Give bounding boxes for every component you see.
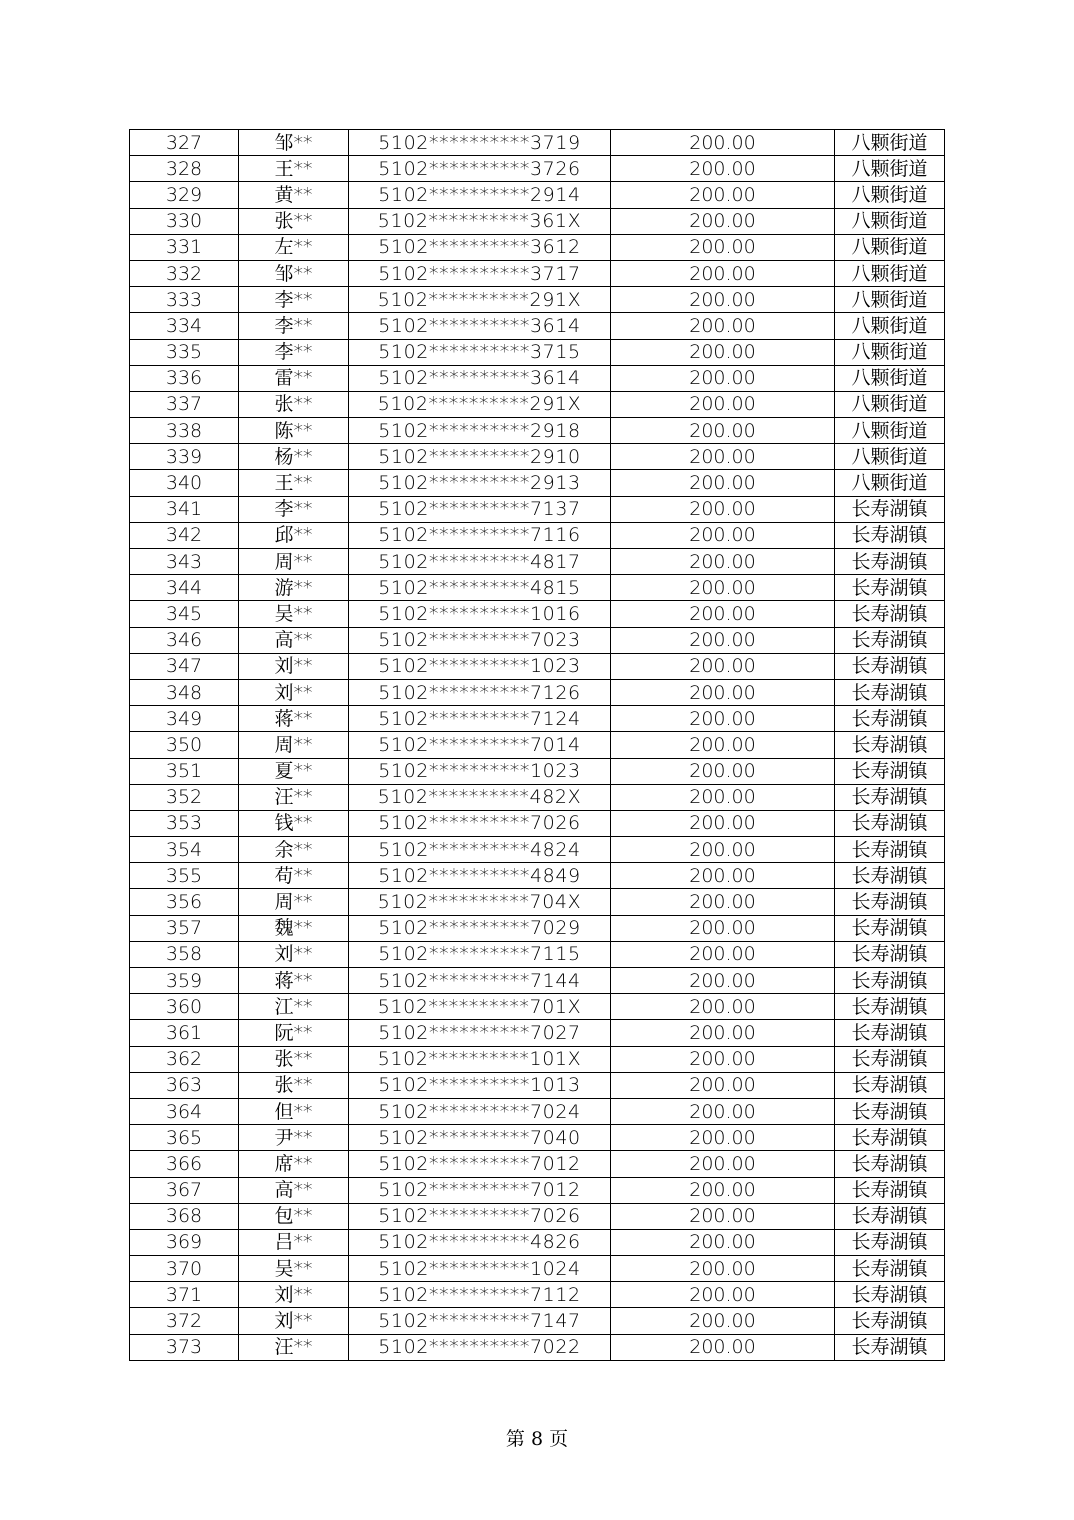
table-row (130, 758, 945, 784)
amount-cell: 200.00 (611, 1256, 835, 1282)
table-row (130, 1229, 945, 1255)
row-number-cell: 353 (130, 810, 239, 836)
id-number-cell: 5102**********4815 (349, 575, 611, 601)
row-number-cell: 333 (130, 287, 239, 313)
area-cell: 八颗街道 (835, 339, 945, 365)
table-row (130, 601, 945, 627)
row-number-cell: 349 (130, 706, 239, 732)
name-cell: 蒋** (239, 968, 349, 994)
area-cell: 长寿湖镇 (835, 1203, 945, 1229)
id-number-cell: 5102**********7144 (349, 968, 611, 994)
name-cell: 邹** (239, 130, 349, 156)
row-number-cell: 354 (130, 837, 239, 863)
name-cell: 吕** (239, 1229, 349, 1255)
name-cell: 高** (239, 1177, 349, 1203)
row-number-cell: 331 (130, 234, 239, 260)
amount-cell: 200.00 (611, 156, 835, 182)
id-number-cell: 5102**********101X (349, 1046, 611, 1072)
table-row (130, 1308, 945, 1334)
area-cell: 长寿湖镇 (835, 653, 945, 679)
area-cell: 八颗街道 (835, 365, 945, 391)
row-number-cell: 367 (130, 1177, 239, 1203)
roster-table (129, 129, 945, 1361)
row-number-cell: 328 (130, 156, 239, 182)
area-cell: 八颗街道 (835, 470, 945, 496)
amount-cell: 200.00 (611, 130, 835, 156)
row-number-cell: 357 (130, 915, 239, 941)
area-cell: 长寿湖镇 (835, 758, 945, 784)
amount-cell: 200.00 (611, 653, 835, 679)
table-row (130, 1334, 945, 1360)
row-number-cell: 327 (130, 130, 239, 156)
id-number-cell: 5102**********1023 (349, 653, 611, 679)
id-number-cell: 5102**********7137 (349, 496, 611, 522)
table-row (130, 313, 945, 339)
id-number-cell: 5102**********361X (349, 208, 611, 234)
table-row (130, 679, 945, 705)
id-number-cell: 5102**********7014 (349, 732, 611, 758)
table-row (130, 470, 945, 496)
amount-cell: 200.00 (611, 732, 835, 758)
row-number-cell: 335 (130, 339, 239, 365)
amount-cell: 200.00 (611, 1203, 835, 1229)
id-number-cell: 5102**********7040 (349, 1125, 611, 1151)
amount-cell: 200.00 (611, 889, 835, 915)
amount-cell: 200.00 (611, 234, 835, 260)
table-row (130, 784, 945, 810)
name-cell: 高** (239, 627, 349, 653)
area-cell: 八颗街道 (835, 156, 945, 182)
amount-cell: 200.00 (611, 575, 835, 601)
id-number-cell: 5102**********3614 (349, 365, 611, 391)
area-cell: 八颗街道 (835, 287, 945, 313)
row-number-cell: 362 (130, 1046, 239, 1072)
amount-cell: 200.00 (611, 758, 835, 784)
table-row (130, 1020, 945, 1046)
table-row (130, 1098, 945, 1124)
table-row (130, 941, 945, 967)
row-number-cell: 336 (130, 365, 239, 391)
id-number-cell: 5102**********4826 (349, 1229, 611, 1255)
area-cell: 长寿湖镇 (835, 889, 945, 915)
table-row (130, 706, 945, 732)
amount-cell: 200.00 (611, 418, 835, 444)
row-number-cell: 364 (130, 1098, 239, 1124)
name-cell: 张** (239, 1046, 349, 1072)
amount-cell: 200.00 (611, 627, 835, 653)
id-number-cell: 5102**********2918 (349, 418, 611, 444)
area-cell: 长寿湖镇 (835, 837, 945, 863)
area-cell: 长寿湖镇 (835, 706, 945, 732)
name-cell: 但** (239, 1098, 349, 1124)
name-cell: 吴** (239, 601, 349, 627)
id-number-cell: 5102**********7027 (349, 1020, 611, 1046)
row-number-cell: 372 (130, 1308, 239, 1334)
area-cell: 八颗街道 (835, 444, 945, 470)
area-cell: 长寿湖镇 (835, 941, 945, 967)
name-cell: 刘** (239, 1308, 349, 1334)
area-cell: 长寿湖镇 (835, 810, 945, 836)
area-cell: 长寿湖镇 (835, 994, 945, 1020)
id-number-cell: 5102**********7026 (349, 1203, 611, 1229)
name-cell: 李** (239, 339, 349, 365)
area-cell: 八颗街道 (835, 260, 945, 286)
row-number-cell: 338 (130, 418, 239, 444)
row-number-cell: 373 (130, 1334, 239, 1360)
row-number-cell: 370 (130, 1256, 239, 1282)
id-number-cell: 5102**********3726 (349, 156, 611, 182)
row-number-cell: 346 (130, 627, 239, 653)
row-number-cell: 359 (130, 968, 239, 994)
row-number-cell: 339 (130, 444, 239, 470)
table-row (130, 837, 945, 863)
area-cell: 长寿湖镇 (835, 1046, 945, 1072)
name-cell: 左** (239, 234, 349, 260)
area-cell: 长寿湖镇 (835, 1334, 945, 1360)
row-number-cell: 343 (130, 549, 239, 575)
area-cell: 长寿湖镇 (835, 1177, 945, 1203)
amount-cell: 200.00 (611, 837, 835, 863)
name-cell: 李** (239, 287, 349, 313)
amount-cell: 200.00 (611, 941, 835, 967)
area-cell: 长寿湖镇 (835, 1151, 945, 1177)
table-row (130, 1046, 945, 1072)
id-number-cell: 5102**********4824 (349, 837, 611, 863)
name-cell: 李** (239, 496, 349, 522)
area-cell: 长寿湖镇 (835, 601, 945, 627)
id-number-cell: 5102**********7029 (349, 915, 611, 941)
id-number-cell: 5102**********2913 (349, 470, 611, 496)
id-number-cell: 5102**********7124 (349, 706, 611, 732)
amount-cell: 200.00 (611, 863, 835, 889)
id-number-cell: 5102**********7022 (349, 1334, 611, 1360)
area-cell: 长寿湖镇 (835, 1256, 945, 1282)
amount-cell: 200.00 (611, 444, 835, 470)
id-number-cell: 5102**********7115 (349, 941, 611, 967)
id-number-cell: 5102**********1013 (349, 1072, 611, 1098)
amount-cell: 200.00 (611, 1229, 835, 1255)
amount-cell: 200.00 (611, 208, 835, 234)
table-row (130, 208, 945, 234)
table-row (130, 391, 945, 417)
name-cell: 游** (239, 575, 349, 601)
table-row (130, 234, 945, 260)
name-cell: 刘** (239, 1282, 349, 1308)
table-row (130, 863, 945, 889)
area-cell: 长寿湖镇 (835, 1308, 945, 1334)
table-row (130, 156, 945, 182)
name-cell: 苟** (239, 863, 349, 889)
row-number-cell: 337 (130, 391, 239, 417)
table-row (130, 1256, 945, 1282)
table-row (130, 810, 945, 836)
area-cell: 八颗街道 (835, 391, 945, 417)
amount-cell: 200.00 (611, 968, 835, 994)
area-cell: 八颗街道 (835, 418, 945, 444)
table-row (130, 260, 945, 286)
name-cell: 汪** (239, 1334, 349, 1360)
amount-cell: 200.00 (611, 287, 835, 313)
row-number-cell: 334 (130, 313, 239, 339)
area-cell: 长寿湖镇 (835, 575, 945, 601)
amount-cell: 200.00 (611, 915, 835, 941)
row-number-cell: 344 (130, 575, 239, 601)
table-row (130, 627, 945, 653)
name-cell: 阮** (239, 1020, 349, 1046)
row-number-cell: 332 (130, 260, 239, 286)
row-number-cell: 348 (130, 679, 239, 705)
row-number-cell: 368 (130, 1203, 239, 1229)
row-number-cell: 360 (130, 994, 239, 1020)
name-cell: 吴** (239, 1256, 349, 1282)
name-cell: 邹** (239, 260, 349, 286)
name-cell: 包** (239, 1203, 349, 1229)
amount-cell: 200.00 (611, 784, 835, 810)
name-cell: 邱** (239, 522, 349, 548)
name-cell: 周** (239, 549, 349, 575)
row-number-cell: 351 (130, 758, 239, 784)
amount-cell: 200.00 (611, 1098, 835, 1124)
row-number-cell: 365 (130, 1125, 239, 1151)
id-number-cell: 5102**********3719 (349, 130, 611, 156)
id-number-cell: 5102**********7023 (349, 627, 611, 653)
id-number-cell: 5102**********3614 (349, 313, 611, 339)
row-number-cell: 350 (130, 732, 239, 758)
amount-cell: 200.00 (611, 1125, 835, 1151)
id-number-cell: 5102**********7112 (349, 1282, 611, 1308)
name-cell: 王** (239, 156, 349, 182)
row-number-cell: 358 (130, 941, 239, 967)
name-cell: 周** (239, 889, 349, 915)
amount-cell: 200.00 (611, 994, 835, 1020)
name-cell: 尹** (239, 1125, 349, 1151)
name-cell: 余** (239, 837, 349, 863)
table-row (130, 182, 945, 208)
amount-cell: 200.00 (611, 339, 835, 365)
table-row (130, 1282, 945, 1308)
id-number-cell: 5102**********291X (349, 287, 611, 313)
id-number-cell: 5102**********1024 (349, 1256, 611, 1282)
name-cell: 刘** (239, 941, 349, 967)
table-row (130, 1072, 945, 1098)
amount-cell: 200.00 (611, 182, 835, 208)
name-cell: 黄** (239, 182, 349, 208)
amount-cell: 200.00 (611, 549, 835, 575)
table-row (130, 889, 945, 915)
amount-cell: 200.00 (611, 1334, 835, 1360)
id-number-cell: 5102**********1023 (349, 758, 611, 784)
name-cell: 雷** (239, 365, 349, 391)
row-number-cell: 341 (130, 496, 239, 522)
page-number: 第 8 页 (505, 1428, 569, 1450)
area-cell: 长寿湖镇 (835, 968, 945, 994)
name-cell: 蒋** (239, 706, 349, 732)
table-row (130, 575, 945, 601)
amount-cell: 200.00 (611, 679, 835, 705)
table-row (130, 365, 945, 391)
row-number-cell: 361 (130, 1020, 239, 1046)
amount-cell: 200.00 (611, 706, 835, 732)
name-cell: 江** (239, 994, 349, 1020)
area-cell: 长寿湖镇 (835, 1282, 945, 1308)
id-number-cell: 5102**********7026 (349, 810, 611, 836)
row-number-cell: 340 (130, 470, 239, 496)
area-cell: 长寿湖镇 (835, 549, 945, 575)
row-number-cell: 329 (130, 182, 239, 208)
id-number-cell: 5102**********291X (349, 391, 611, 417)
table-row (130, 1151, 945, 1177)
table-row (130, 732, 945, 758)
amount-cell: 200.00 (611, 496, 835, 522)
area-cell: 长寿湖镇 (835, 915, 945, 941)
area-cell: 长寿湖镇 (835, 1229, 945, 1255)
amount-cell: 200.00 (611, 260, 835, 286)
amount-cell: 200.00 (611, 1151, 835, 1177)
area-cell: 长寿湖镇 (835, 679, 945, 705)
row-number-cell: 369 (130, 1229, 239, 1255)
area-cell: 长寿湖镇 (835, 1125, 945, 1151)
area-cell: 长寿湖镇 (835, 1020, 945, 1046)
area-cell: 长寿湖镇 (835, 863, 945, 889)
table-row (130, 1203, 945, 1229)
table-row (130, 496, 945, 522)
table-row (130, 994, 945, 1020)
row-number-cell: 347 (130, 653, 239, 679)
table-row (130, 418, 945, 444)
amount-cell: 200.00 (611, 391, 835, 417)
name-cell: 张** (239, 1072, 349, 1098)
name-cell: 夏** (239, 758, 349, 784)
area-cell: 长寿湖镇 (835, 1072, 945, 1098)
amount-cell: 200.00 (611, 470, 835, 496)
name-cell: 张** (239, 391, 349, 417)
row-number-cell: 356 (130, 889, 239, 915)
name-cell: 刘** (239, 653, 349, 679)
roster-table-body (130, 130, 945, 1361)
area-cell: 长寿湖镇 (835, 784, 945, 810)
amount-cell: 200.00 (611, 810, 835, 836)
amount-cell: 200.00 (611, 1046, 835, 1072)
area-cell: 八颗街道 (835, 313, 945, 339)
name-cell: 李** (239, 313, 349, 339)
table-row (130, 287, 945, 313)
area-cell: 八颗街道 (835, 130, 945, 156)
id-number-cell: 5102**********2914 (349, 182, 611, 208)
amount-cell: 200.00 (611, 1282, 835, 1308)
name-cell: 席** (239, 1151, 349, 1177)
id-number-cell: 5102**********7116 (349, 522, 611, 548)
table-row (130, 549, 945, 575)
id-number-cell: 5102**********3717 (349, 260, 611, 286)
name-cell: 钱** (239, 810, 349, 836)
area-cell: 八颗街道 (835, 234, 945, 260)
id-number-cell: 5102**********1016 (349, 601, 611, 627)
amount-cell: 200.00 (611, 1308, 835, 1334)
id-number-cell: 5102**********2910 (349, 444, 611, 470)
id-number-cell: 5102**********482X (349, 784, 611, 810)
area-cell: 长寿湖镇 (835, 522, 945, 548)
amount-cell: 200.00 (611, 601, 835, 627)
name-cell: 杨** (239, 444, 349, 470)
row-number-cell: 330 (130, 208, 239, 234)
amount-cell: 200.00 (611, 522, 835, 548)
amount-cell: 200.00 (611, 1020, 835, 1046)
name-cell: 张** (239, 208, 349, 234)
id-number-cell: 5102**********4849 (349, 863, 611, 889)
id-number-cell: 5102**********7012 (349, 1177, 611, 1203)
row-number-cell: 342 (130, 522, 239, 548)
table-row (130, 444, 945, 470)
area-cell: 八颗街道 (835, 182, 945, 208)
area-cell: 长寿湖镇 (835, 1098, 945, 1124)
row-number-cell: 355 (130, 863, 239, 889)
table-row (130, 130, 945, 156)
area-cell: 长寿湖镇 (835, 732, 945, 758)
name-cell: 王** (239, 470, 349, 496)
id-number-cell: 5102**********7147 (349, 1308, 611, 1334)
table-row (130, 522, 945, 548)
amount-cell: 200.00 (611, 1177, 835, 1203)
area-cell: 八颗街道 (835, 208, 945, 234)
row-number-cell: 366 (130, 1151, 239, 1177)
id-number-cell: 5102**********3715 (349, 339, 611, 365)
id-number-cell: 5102**********4817 (349, 549, 611, 575)
table-row (130, 1125, 945, 1151)
amount-cell: 200.00 (611, 365, 835, 391)
name-cell: 魏** (239, 915, 349, 941)
id-number-cell: 5102**********701X (349, 994, 611, 1020)
id-number-cell: 5102**********704X (349, 889, 611, 915)
id-number-cell: 5102**********7126 (349, 679, 611, 705)
name-cell: 陈** (239, 418, 349, 444)
row-number-cell: 352 (130, 784, 239, 810)
id-number-cell: 5102**********7024 (349, 1098, 611, 1124)
id-number-cell: 5102**********3612 (349, 234, 611, 260)
name-cell: 周** (239, 732, 349, 758)
amount-cell: 200.00 (611, 313, 835, 339)
table-row (130, 968, 945, 994)
table-row (130, 339, 945, 365)
table-row (130, 915, 945, 941)
name-cell: 刘** (239, 679, 349, 705)
area-cell: 长寿湖镇 (835, 496, 945, 522)
row-number-cell: 345 (130, 601, 239, 627)
area-cell: 长寿湖镇 (835, 627, 945, 653)
name-cell: 汪** (239, 784, 349, 810)
id-number-cell: 5102**********7012 (349, 1151, 611, 1177)
amount-cell: 200.00 (611, 1072, 835, 1098)
row-number-cell: 371 (130, 1282, 239, 1308)
row-number-cell: 363 (130, 1072, 239, 1098)
table-row (130, 1177, 945, 1203)
table-row (130, 653, 945, 679)
